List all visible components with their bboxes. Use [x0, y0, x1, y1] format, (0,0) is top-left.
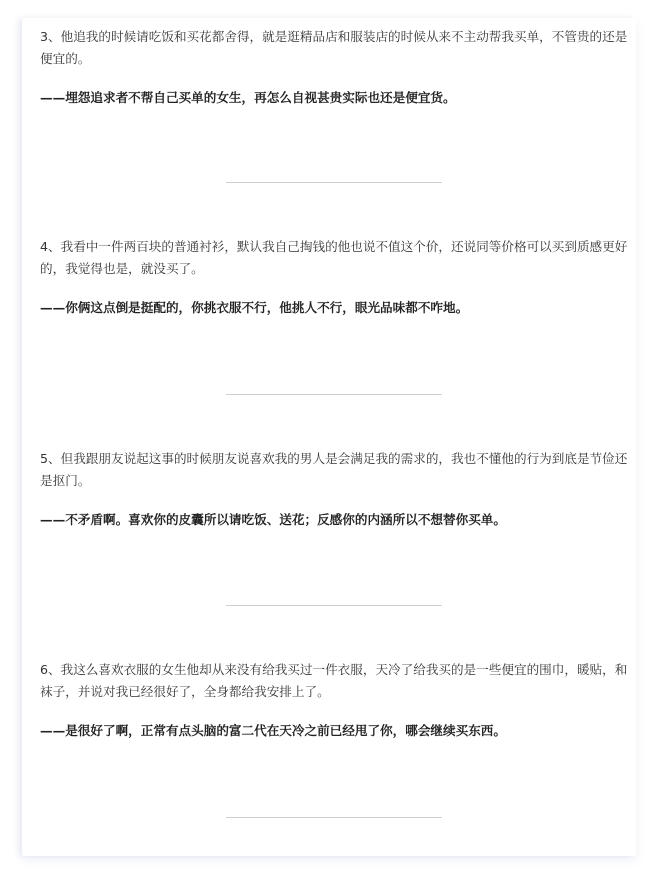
comment-text: ——埋怨追求者不帮自己买单的女生，再怎么自视甚贵实际也还是便宜货。 [40, 90, 456, 105]
comment-text: ——是很好了啊，正常有点头脑的富二代在天冷之前已经甩了你，哪会继续买东西。 [40, 723, 506, 738]
article-section-4 [40, 236, 636, 319]
comment-text: ——不矛盾啊。喜欢你的皮囊所以请吃饭、送花；反感你的内涵所以不想替你买单。 [40, 512, 506, 527]
section-divider [226, 394, 442, 395]
paragraph-text: 6、我这么喜欢衣服的女生他却从来没有给我买过一件衣服，天冷了给我买的是一些便宜的围巾，暖贴，和袜子，并说对我已经很好了，全身都给我安排上了。 [40, 662, 628, 699]
section-divider [226, 817, 442, 818]
article-section-6 [40, 659, 636, 742]
paragraph-text: 3、他追我的时候请吃饭和买花都舍得，就是逛精品店和服装店的时候从来不主动帮我买单，不管贵的还是便宜的。 [40, 29, 628, 66]
section-divider [226, 605, 442, 606]
comment-text: ——你俩这点倒是挺配的，你挑衣服不行，他挑人不行，眼光品味都不咋地。 [40, 300, 469, 315]
article-card [22, 18, 636, 856]
section-divider [226, 182, 442, 183]
article-section-3 [40, 26, 636, 109]
paragraph-text: 4、我看中一件两百块的普通衬衫，默认我自己掏钱的他也说不值这个价，还说同等价格可以买到质感更好的，我觉得也是，就没买了。 [40, 239, 628, 276]
paragraph-text: 5、但我跟朋友说起这事的时候朋友说喜欢我的男人是会满足我的需求的，我也不懂他的行为到底是节俭还是抠门。 [40, 451, 628, 488]
article-section-5 [40, 448, 636, 531]
